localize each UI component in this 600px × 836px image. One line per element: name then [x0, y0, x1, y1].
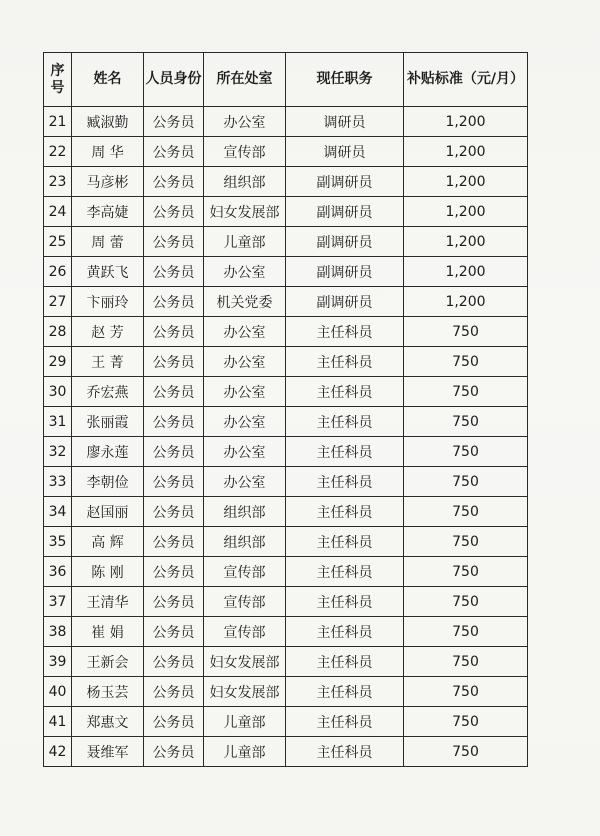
cell-position: 副调研员: [286, 287, 404, 317]
cell-name: 高 辉: [72, 527, 144, 557]
table-row: [44, 527, 528, 557]
header-position: 现任职务: [286, 53, 404, 107]
table-row: [44, 167, 528, 197]
cell-subsidy: 750: [404, 557, 528, 587]
cell-no: 22: [44, 137, 72, 167]
cell-identity: 公务员: [144, 287, 204, 317]
cell-name: 臧淑勤: [72, 107, 144, 137]
cell-department: 妇女发展部: [204, 647, 286, 677]
cell-department: 宣传部: [204, 617, 286, 647]
cell-position: 主任科员: [286, 587, 404, 617]
cell-position: 副调研员: [286, 227, 404, 257]
cell-no: 35: [44, 527, 72, 557]
cell-name: 乔宏燕: [72, 377, 144, 407]
cell-name: 王清华: [72, 587, 144, 617]
cell-identity: 公务员: [144, 737, 204, 767]
cell-identity: 公务员: [144, 527, 204, 557]
cell-identity: 公务员: [144, 557, 204, 587]
cell-identity: 公务员: [144, 227, 204, 257]
cell-no: 28: [44, 317, 72, 347]
header-no: 序号: [44, 53, 72, 107]
cell-department: 办公室: [204, 437, 286, 467]
cell-position: 主任科员: [286, 737, 404, 767]
cell-no: 33: [44, 467, 72, 497]
cell-no: 29: [44, 347, 72, 377]
cell-position: 主任科员: [286, 317, 404, 347]
cell-position: 调研员: [286, 137, 404, 167]
cell-department: 宣传部: [204, 557, 286, 587]
cell-no: 39: [44, 647, 72, 677]
cell-identity: 公务员: [144, 197, 204, 227]
cell-no: 26: [44, 257, 72, 287]
header-name: 姓名: [72, 53, 144, 107]
table-header: [44, 53, 528, 107]
cell-department: 妇女发展部: [204, 197, 286, 227]
cell-subsidy: 750: [404, 497, 528, 527]
cell-position: 主任科员: [286, 437, 404, 467]
table-row: [44, 347, 528, 377]
table-row: [44, 497, 528, 527]
cell-subsidy: 750: [404, 587, 528, 617]
table-row: [44, 107, 528, 137]
table-row: [44, 677, 528, 707]
cell-position: 主任科员: [286, 707, 404, 737]
cell-department: 宣传部: [204, 137, 286, 167]
cell-identity: 公务员: [144, 677, 204, 707]
cell-position: 主任科员: [286, 677, 404, 707]
cell-identity: 公务员: [144, 497, 204, 527]
cell-identity: 公务员: [144, 137, 204, 167]
table-row: [44, 737, 528, 767]
table-row: [44, 197, 528, 227]
header-row: [44, 53, 528, 107]
cell-no: 34: [44, 497, 72, 527]
subsidy-table: [43, 52, 528, 767]
cell-department: 办公室: [204, 107, 286, 137]
cell-identity: 公务员: [144, 467, 204, 497]
table-row: [44, 377, 528, 407]
cell-name: 张丽霞: [72, 407, 144, 437]
cell-name: 王 菁: [72, 347, 144, 377]
cell-identity: 公务员: [144, 317, 204, 347]
cell-subsidy: 750: [404, 317, 528, 347]
cell-no: 30: [44, 377, 72, 407]
cell-no: 37: [44, 587, 72, 617]
cell-no: 25: [44, 227, 72, 257]
cell-department: 办公室: [204, 347, 286, 377]
cell-no: 23: [44, 167, 72, 197]
cell-department: 儿童部: [204, 707, 286, 737]
cell-name: 黄跃飞: [72, 257, 144, 287]
cell-name: 赵国丽: [72, 497, 144, 527]
table-row: [44, 137, 528, 167]
cell-name: 王新会: [72, 647, 144, 677]
table-row: [44, 227, 528, 257]
cell-department: 办公室: [204, 317, 286, 347]
table-row: [44, 647, 528, 677]
cell-department: 办公室: [204, 407, 286, 437]
cell-position: 主任科员: [286, 407, 404, 437]
cell-department: 机关党委: [204, 287, 286, 317]
cell-no: 32: [44, 437, 72, 467]
cell-no: 41: [44, 707, 72, 737]
cell-subsidy: 750: [404, 677, 528, 707]
cell-no: 24: [44, 197, 72, 227]
cell-subsidy: 750: [404, 647, 528, 677]
table-row: [44, 587, 528, 617]
cell-name: 周 蕾: [72, 227, 144, 257]
cell-subsidy: 750: [404, 737, 528, 767]
cell-name: 周 华: [72, 137, 144, 167]
cell-no: 42: [44, 737, 72, 767]
cell-department: 办公室: [204, 257, 286, 287]
cell-position: 副调研员: [286, 197, 404, 227]
cell-department: 儿童部: [204, 737, 286, 767]
table-row: [44, 287, 528, 317]
cell-identity: 公务员: [144, 587, 204, 617]
cell-position: 副调研员: [286, 167, 404, 197]
cell-position: 主任科员: [286, 647, 404, 677]
cell-department: 组织部: [204, 527, 286, 557]
table-row: [44, 557, 528, 587]
cell-department: 办公室: [204, 467, 286, 497]
cell-no: 38: [44, 617, 72, 647]
cell-identity: 公务员: [144, 437, 204, 467]
cell-position: 主任科员: [286, 347, 404, 377]
cell-subsidy: 1,200: [404, 257, 528, 287]
cell-identity: 公务员: [144, 617, 204, 647]
cell-position: 主任科员: [286, 557, 404, 587]
cell-name: 马彦彬: [72, 167, 144, 197]
cell-department: 妇女发展部: [204, 677, 286, 707]
cell-identity: 公务员: [144, 377, 204, 407]
cell-department: 组织部: [204, 167, 286, 197]
cell-department: 儿童部: [204, 227, 286, 257]
cell-department: 宣传部: [204, 587, 286, 617]
cell-name: 郑惠文: [72, 707, 144, 737]
cell-name: 陈 刚: [72, 557, 144, 587]
cell-no: 40: [44, 677, 72, 707]
table-row: [44, 707, 528, 737]
cell-subsidy: 1,200: [404, 287, 528, 317]
cell-no: 27: [44, 287, 72, 317]
cell-name: 李朝俭: [72, 467, 144, 497]
cell-identity: 公务员: [144, 167, 204, 197]
cell-identity: 公务员: [144, 347, 204, 377]
cell-position: 主任科员: [286, 467, 404, 497]
cell-department: 组织部: [204, 497, 286, 527]
table-body: [44, 107, 528, 767]
cell-name: 廖永莲: [72, 437, 144, 467]
table-row: [44, 467, 528, 497]
cell-name: 卞丽玲: [72, 287, 144, 317]
cell-identity: 公务员: [144, 257, 204, 287]
cell-name: 赵 芳: [72, 317, 144, 347]
cell-name: 杨玉芸: [72, 677, 144, 707]
table-row: [44, 407, 528, 437]
cell-position: 副调研员: [286, 257, 404, 287]
cell-subsidy: 750: [404, 377, 528, 407]
cell-department: 办公室: [204, 377, 286, 407]
cell-name: 李高婕: [72, 197, 144, 227]
cell-subsidy: 750: [404, 347, 528, 377]
cell-subsidy: 1,200: [404, 197, 528, 227]
cell-subsidy: 750: [404, 437, 528, 467]
cell-no: 31: [44, 407, 72, 437]
cell-subsidy: 750: [404, 407, 528, 437]
cell-identity: 公务员: [144, 407, 204, 437]
table-row: [44, 257, 528, 287]
cell-no: 21: [44, 107, 72, 137]
cell-subsidy: 750: [404, 467, 528, 497]
header-subsidy: 补贴标准（元/月）: [404, 53, 528, 107]
cell-position: 主任科员: [286, 527, 404, 557]
cell-position: 主任科员: [286, 377, 404, 407]
cell-identity: 公务员: [144, 647, 204, 677]
cell-identity: 公务员: [144, 707, 204, 737]
cell-position: 调研员: [286, 107, 404, 137]
table-row: [44, 437, 528, 467]
cell-subsidy: 750: [404, 617, 528, 647]
cell-subsidy: 1,200: [404, 227, 528, 257]
cell-subsidy: 750: [404, 707, 528, 737]
cell-name: 崔 娟: [72, 617, 144, 647]
cell-no: 36: [44, 557, 72, 587]
cell-subsidy: 750: [404, 527, 528, 557]
cell-name: 聂维军: [72, 737, 144, 767]
header-identity: 人员身份: [144, 53, 204, 107]
table-row: [44, 317, 528, 347]
cell-position: 主任科员: [286, 497, 404, 527]
cell-subsidy: 1,200: [404, 107, 528, 137]
cell-subsidy: 1,200: [404, 137, 528, 167]
cell-subsidy: 1,200: [404, 167, 528, 197]
table-row: [44, 617, 528, 647]
cell-identity: 公务员: [144, 107, 204, 137]
cell-position: 主任科员: [286, 617, 404, 647]
header-department: 所在处室: [204, 53, 286, 107]
